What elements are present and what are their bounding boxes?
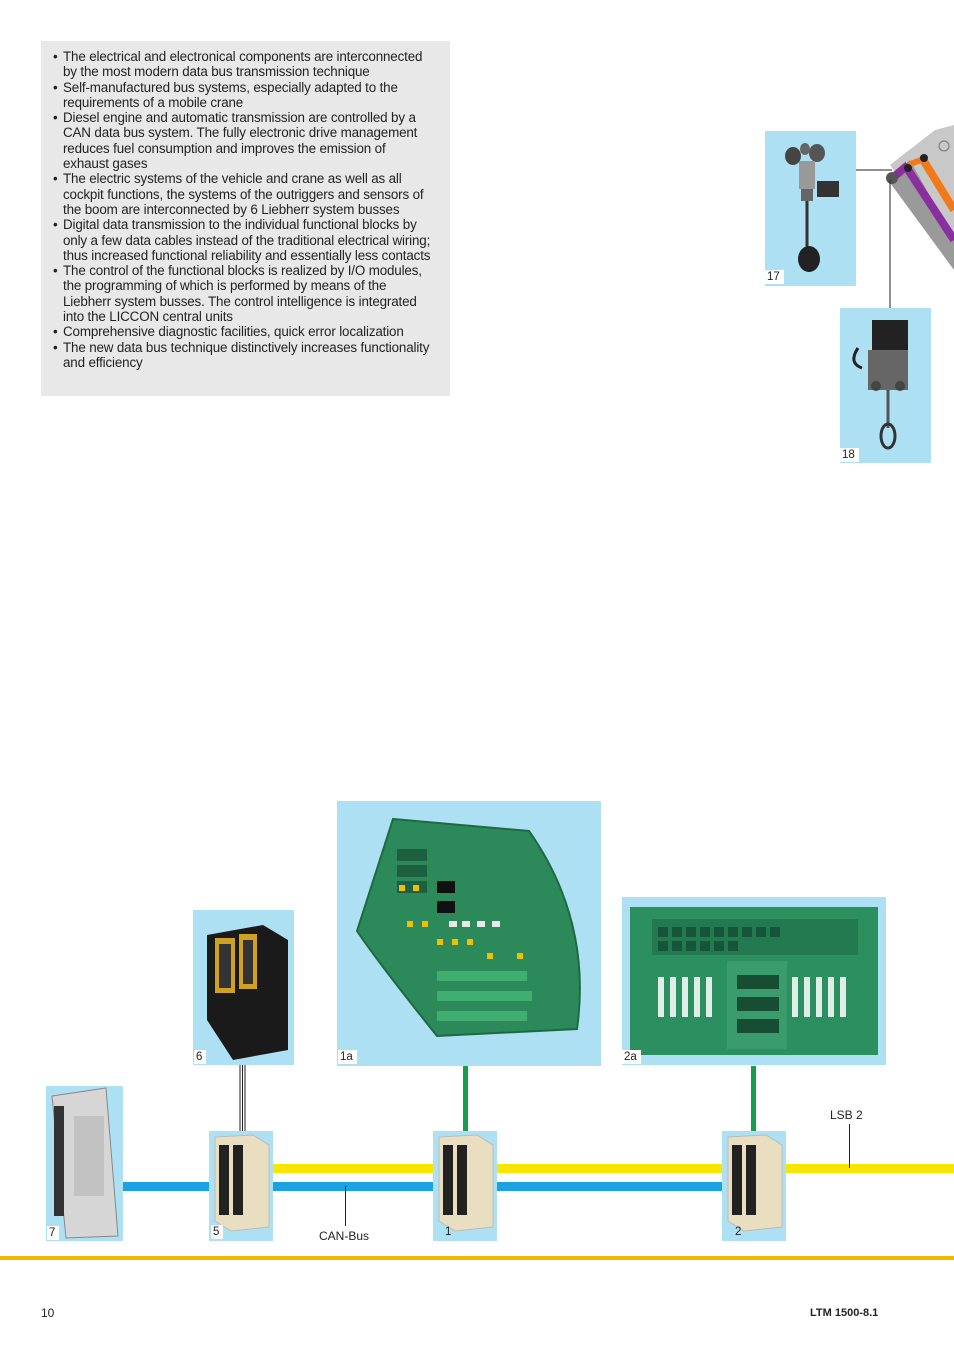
panel-2a-label: 2a <box>622 1050 641 1064</box>
can-bus-label: CAN-Bus <box>319 1229 370 1243</box>
anemometer-icon <box>765 131 856 286</box>
sensor-label: 18 <box>840 448 859 462</box>
io-1-label: 1 <box>445 1226 452 1238</box>
display-panel-2a-photo <box>622 897 886 1065</box>
load-sensor-icon <box>840 308 931 463</box>
lsb2-leader <box>849 1124 850 1168</box>
feature-item: • Self-manufactured bus systems, especially adapted to the requirements of a mobile crane <box>53 80 432 111</box>
feature-list-box <box>41 41 450 396</box>
display-panel-icon <box>622 897 886 1065</box>
feature-item: • The control of the functional blocks is realized by I/O modules, the programming of which is performed by means of the Liebherr system busses. The control intelligence is integrated into the LICCON central units <box>53 263 432 324</box>
io-2-label: 2 <box>735 1226 742 1238</box>
boom-diagram <box>850 120 954 310</box>
page-number: 10 <box>41 1306 55 1320</box>
feature-item: • Diesel engine and automatic transmission are controlled by a CAN data bus system. The fully electronic drive management reduces fuel consumption and improves the emission of exhaust gases <box>53 110 432 171</box>
module-6-cable <box>239 1065 247 1131</box>
panel-2a-link <box>751 1066 756 1132</box>
footer-rule <box>0 1256 954 1260</box>
can-bus-leader <box>345 1186 346 1226</box>
module-6-label: 6 <box>194 1050 206 1064</box>
feature-item: • The electric systems of the vehicle and crane as well as all cockpit functions, the systems of the outriggers and sensors of the boom are interconnected by 6 Liebherr system busses <box>53 171 432 217</box>
anemometer-label: 17 <box>765 270 784 284</box>
control-panel-icon <box>337 801 601 1066</box>
module-icon <box>193 910 294 1065</box>
io-module-icon <box>722 1131 786 1241</box>
unit-7-label: 7 <box>47 1226 59 1240</box>
control-unit-icon <box>46 1086 123 1241</box>
panel-1a-link <box>463 1066 468 1132</box>
unit-7-photo <box>46 1086 123 1241</box>
lsb2-label: LSB 2 <box>830 1108 863 1122</box>
control-panel-1a-photo <box>337 801 601 1066</box>
feature-item: • The new data bus technique distinctively increases functionality and efficiency <box>53 340 432 371</box>
sensor-photo <box>840 308 931 463</box>
feature-item: • Comprehensive diagnostic facilities, quick error localization <box>53 324 432 339</box>
panel-1a-label: 1a <box>338 1050 357 1064</box>
feature-list <box>53 49 432 370</box>
feature-item: • Digital data transmission to the individual functional blocks by only a few data cables instead of the traditional electrical wiring; thus increased functional reliability and essentially less contacts <box>53 217 432 263</box>
feature-item: • The electrical and electronical components are interconnected by the most modern data bus transmission technique <box>53 49 432 80</box>
io-module-2-photo <box>722 1131 786 1241</box>
io-5-label: 5 <box>211 1225 223 1239</box>
module-6-photo <box>193 910 294 1065</box>
model-name: LTM 1500-8.1 <box>810 1307 879 1319</box>
lsb2-bus-line <box>273 1164 954 1173</box>
anemometer-photo <box>765 131 856 286</box>
